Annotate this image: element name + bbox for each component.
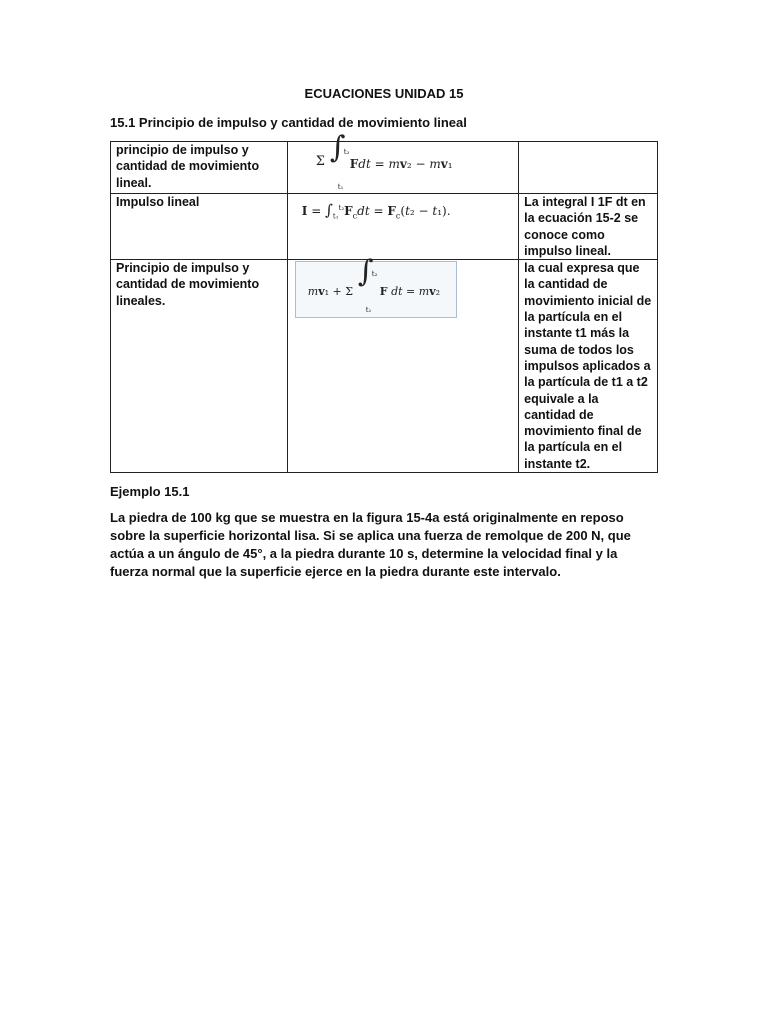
table-row [111, 260, 658, 473]
row-label: principio de impulso y cantidad de movimiento lineal. [111, 142, 288, 194]
row-description: la cual expresa que la cantidad de movimiento inicial de la partícula en el instante t1 más la suma de todos los impulsos aplicados a la partícula de t1 a t2 equivale a la cantidad de movimiento final de la partícula en el instante t2. [519, 260, 658, 473]
table-row [111, 194, 658, 260]
table-row [111, 142, 658, 194]
formula-cell [287, 194, 518, 260]
formula-linear-impulse: $I = \int_{t_1}^{t_2}F_cdt = F_c(t_2 - t_1)$. [292, 196, 458, 220]
formula-principle-linear: mv₁ + Σ ∫ t₂ t₁ F dt = mv₂ [295, 261, 457, 318]
row-description [519, 142, 658, 194]
formula-cell [287, 130, 518, 194]
section-title: 15.1 Principio de impulso y cantidad de movimiento lineal [110, 115, 467, 130]
document-heading: ECUACIONES UNIDAD 15 [304, 86, 464, 101]
formula-cell [287, 254, 518, 473]
equations-table [110, 130, 658, 473]
example-text: La piedra de 100 kg que se muestra en la figura 15-4a está originalmente en reposo sobre la superficie horizontal lisa. Si se aplica una fuerza de remolque de 200 N, que actúa a un ángulo de 45°, a la piedra durante 10 s, determine la velocidad final y la fuerza normal que la superficie ejerce en la piedra durante este intervalo. [110, 510, 631, 579]
row-label: Impulso lineal [111, 194, 288, 260]
example-title: Ejemplo 15.1 [110, 484, 190, 499]
row-label: Principio de impulso y cantidad de movimiento lineales. [111, 260, 288, 473]
row-description: La integral I 1F dt en la ecuación 15-2 se conoce como impulso lineal. [519, 194, 658, 260]
formula-impulse-momentum: Σ ∫ t₂ t₁ Fdt = mv₂ − mv₁ [292, 142, 458, 192]
